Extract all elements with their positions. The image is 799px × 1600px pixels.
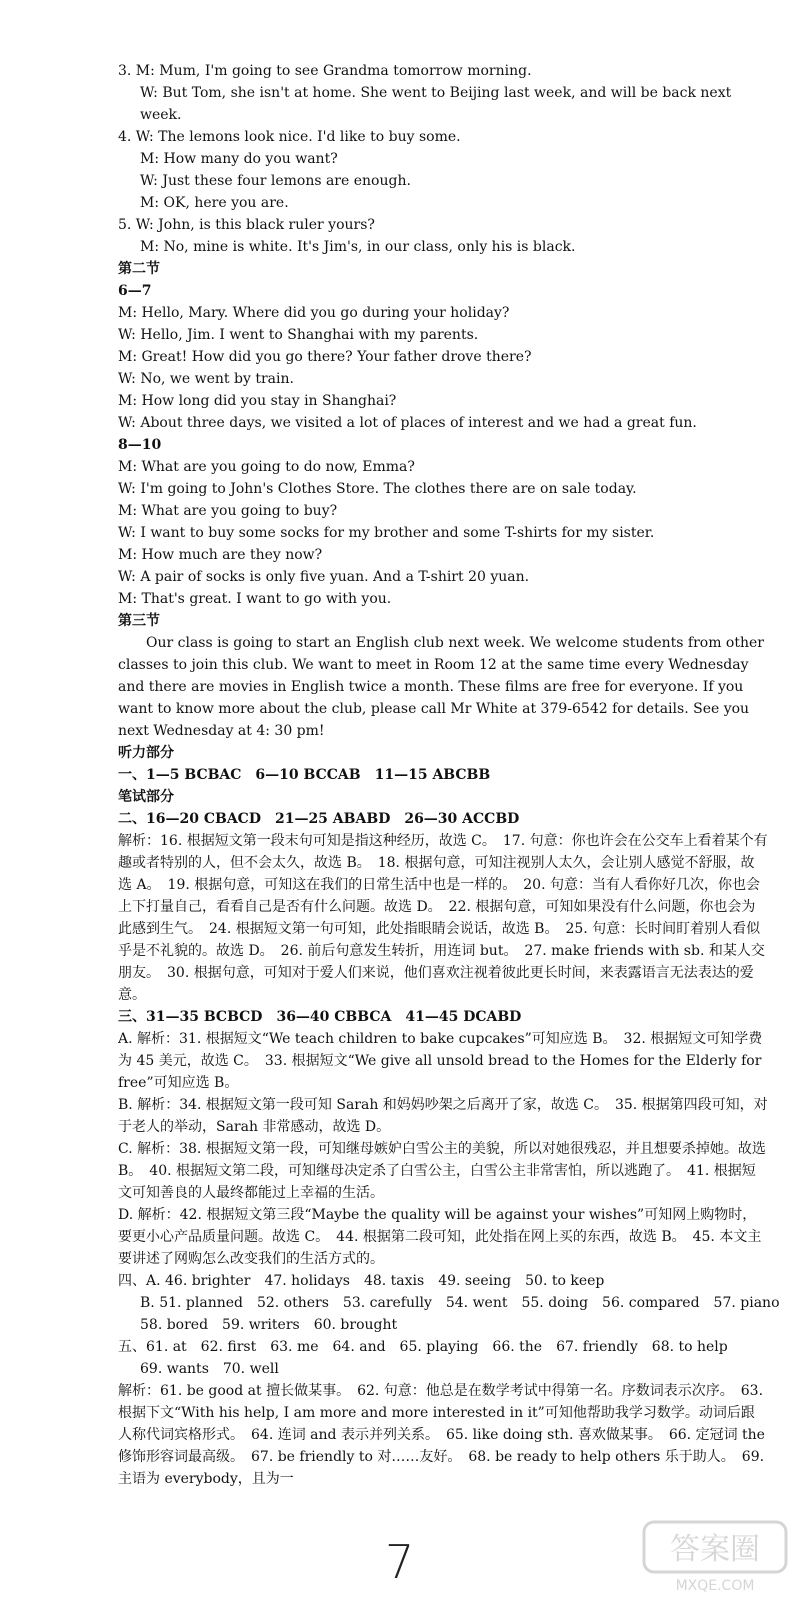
- dialogue-5-m: M: No, mine is white. It's Jim's, in our class, only his is black.: [140, 239, 576, 255]
- line: W: A pair of socks is only five yuan. And a T-shirt 20 yuan.: [118, 569, 530, 585]
- q8-10-label: 8—10: [118, 437, 162, 453]
- explanation-61-69: 解析：61. be good at 擅长做某事。 62. 句意：他总是在数学考试中得第一名。序数词表示次序。 63. 根据下文“With his help, I am more and more interested in it”可知他帮助我学习数学。动词后跟人称代词宾格形式。 64. 连词 and 表示并列关系。 65. like doing sth. 喜欢做某事。 66. 定冠词 the 修饰形容词最高级。 67. be friendly to 对……友好。 68. be ready to help others 乐于助人。 69. 主语为 everybody，且为一: [118, 1383, 765, 1487]
- dialogue-4-w: 4. W: The lemons look nice. I'd like to buy some.: [118, 129, 461, 145]
- svg-text:MXQE.COM: MXQE.COM: [675, 1578, 755, 1594]
- dialogue-4-m2: M: OK, here you are.: [140, 195, 289, 211]
- line: W: I want to buy some socks for my brother and some T-shirts for my sister.: [118, 525, 655, 541]
- line: M: How long did you stay in Shanghai?: [118, 393, 397, 409]
- explanation-c: C. 解析：38. 根据短文第一段，可知继母嫉妒白雪公主的美貌，所以对她很残忍，并且想要杀掉她。故选 B。 40. 根据短文第二段，可知继母决定杀了白雪公主，白雪公主非常害怕，所以逃跑了。 41. 根据短文可知善良的人最终都能过上幸福的生活。: [118, 1141, 766, 1201]
- line: M: Hello, Mary. Where did you go during your holiday?: [118, 305, 510, 321]
- listening-part-heading: 听力部分: [118, 745, 174, 761]
- answers-58-60: 58. bored 59. writers 60. brought: [140, 1317, 398, 1333]
- line: W: Hello, Jim. I went to Shanghai with my parents.: [118, 327, 479, 343]
- answers-16-30: 二、16—20 CBACD 21—25 ABABD 26—30 ACCBD: [118, 811, 520, 827]
- answers-31-45: 三、31—35 BCBCD 36—40 CBBCA 41—45 DCABD: [118, 1009, 522, 1025]
- line: M: How much are they now?: [118, 547, 323, 563]
- explanation-b: B. 解析：34. 根据短文第一段可知 Sarah 和妈妈吵架之后离开了家，故选 C。 35. 根据第四段可知，对于老人的举动，Sarah 非常感动，故选 D。: [118, 1097, 768, 1135]
- answers-61-68: 五、61. at 62. first 63. me 64. and 65. playing 66. the 67. friendly 68. to help: [118, 1339, 728, 1355]
- svg-text:答案圈: 答案圈: [670, 1532, 760, 1567]
- dialogue-4-w2: W: Just these four lemons are enough.: [140, 173, 411, 189]
- line: W: About three days, we visited a lot of places of interest and we had a great fun.: [118, 415, 697, 431]
- dialogue-4-m: M: How many do you want?: [140, 151, 338, 167]
- passage-paragraph: Our class is going to start an English club next week. We welcome students from other classes to join this club. We want to meet in Room 12 at the same time every Wednesday and there are movies in English twice a month. These films are free for everyone. If you want to know more about the club, please call Mr White at 379-6542 for details. See you next Wednesday at 4: 30 pm!: [118, 635, 764, 739]
- answers-46-50: 四、A. 46. brighter 47. holidays 48. taxis 49. seeing 50. to keep: [118, 1273, 605, 1289]
- line: M: What are you going to do now, Emma?: [118, 459, 415, 475]
- explanation-16-30: 解析：16. 根据短文第一段末句可知是指这种经历，故选 C。 17. 句意：你也许会在公交车上看着某个有趣或者特别的人，但不会太久，故选 B。 18. 根据句意，可知注视别人太久，会让别人感觉不舒服，故选 A。 19. 根据句意，可知这在我们的日常生活中也是一样的。 20. 句意：当有人看你好几次，你也会上下打量自己，看看自己是否有什么问题。故选 D。 22. 根据句意，可知如果没有什么问题，你也会为此感到生气。 24. 根据短文第一句可知，此处指眼睛会说话，故选 B。 25. 句意：长时间盯着别人看似乎是不礼貌的。故选 D。 26. 前后句意发生转折，用连词 but。 27. make friends with sb. 和某人交朋友。 30. 根据句意，可知对于爱人们来说，他们喜欢注视着彼此更长时间，来表露语言无法表达的爱意。: [118, 833, 768, 1003]
- writing-part-heading: 笔试部分: [118, 789, 174, 805]
- answers-69-70: 69. wants 70. well: [140, 1361, 279, 1377]
- answers-51-57: B. 51. planned 52. others 53. carefully 54. went 55. doing 56. compared 57. piano: [140, 1295, 780, 1311]
- line: W: I'm going to John's Clothes Store. The clothes there are on sale today.: [118, 481, 637, 497]
- page-number: 7: [385, 1535, 415, 1589]
- section-3-heading: 第三节: [118, 613, 160, 629]
- explanation-a: A. 解析：31. 根据短文“We teach children to bake cupcakes”可知应选 B。 32. 根据短文可知学费为 45 美元，故选 C。 33. 根据短文“We give all unsold bread to the Homes for the Elderly for free”可知应选 B。: [118, 1031, 763, 1091]
- dialogue-3-w: W: But Tom, she isn't at home. She went to Beijing last week, and will be back next week.: [140, 85, 732, 123]
- line: W: No, we went by train.: [118, 371, 294, 387]
- line: M: What are you going to buy?: [118, 503, 338, 519]
- watermark-logo: [640, 1518, 790, 1596]
- line: M: Great! How did you go there? Your father drove there?: [118, 349, 532, 365]
- explanation-d: D. 解析：42. 根据短文第三段“Maybe the quality will be against your wishes”可知网上购物时，要更小心产品质量问题。故选 C。 44. 根据第二段可知，此处指在网上买的东西，故选 B。 45. 本文主要讲述了网购怎么改变我们的生活方式的。: [118, 1207, 762, 1267]
- dialogue-3-m: 3. M: Mum, I'm going to see Grandma tomorrow morning.: [118, 63, 532, 79]
- dialogue-5-w: 5. W: John, is this black ruler yours?: [118, 217, 375, 233]
- answers-1-15: 一、1—5 BCBAC 6—10 BCCAB 11—15 ABCBB: [118, 767, 491, 783]
- section-2-heading: 第二节: [118, 261, 160, 277]
- q6-7-label: 6—7: [118, 283, 152, 299]
- line: M: That's great. I want to go with you.: [118, 591, 392, 607]
